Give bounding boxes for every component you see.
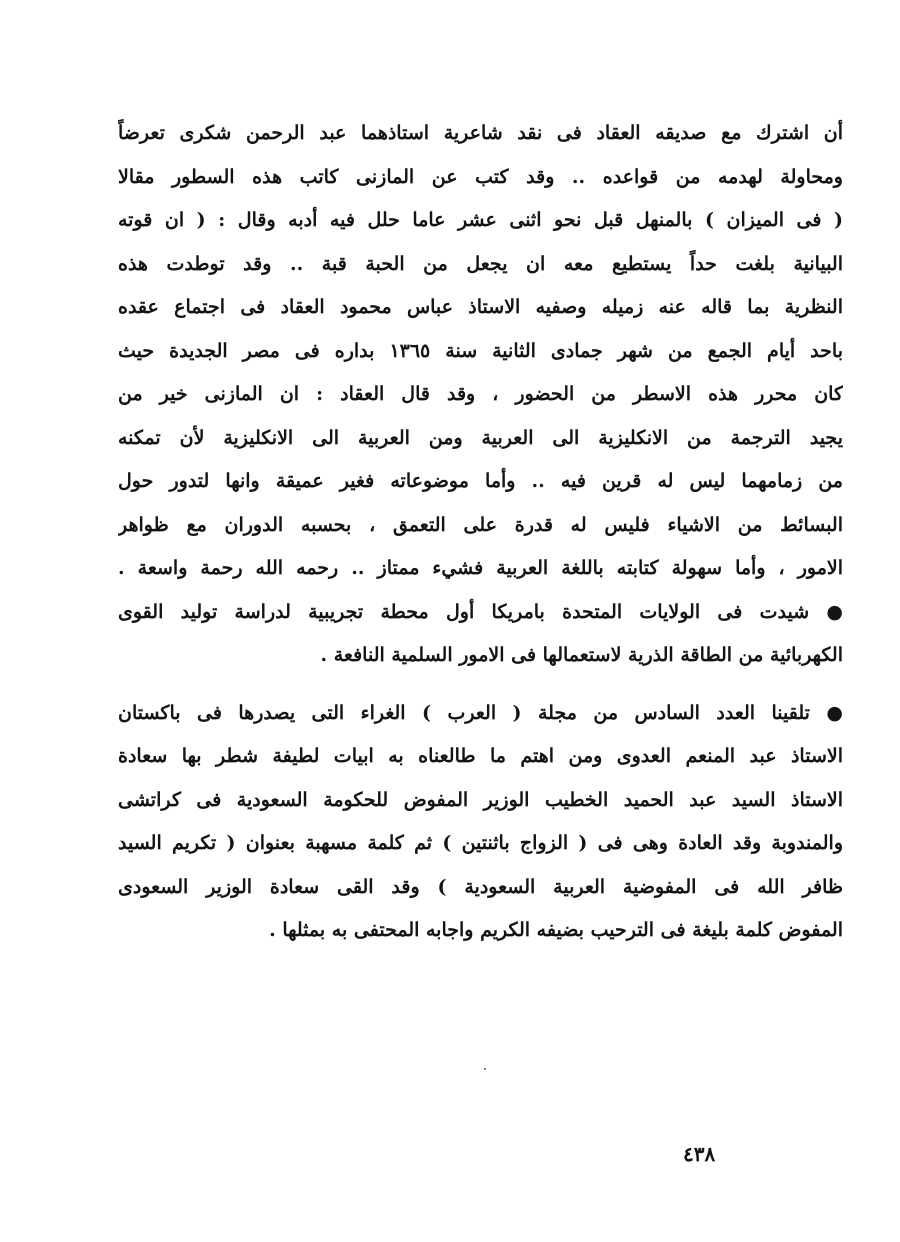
text-line: الامور ، وأما سهولة كتابته باللغة العربية فشيء ممتاز .. رحمه الله رحمة واسعة . [118, 557, 843, 579]
paragraph-mazini [118, 112, 843, 591]
text-line: البسائط من الاشياء فليس له قدرة على التعمق ، بحسبه الدوران مع ظواهر [118, 513, 843, 536]
text-line: أن اشترك مع صديقه العقاد فى نقد شاعرية استاذهما عبد الرحمن شكرى تعرضاً [118, 122, 843, 144]
text-line: والمندوبة وقد العادة وهى فى ( الزواج باثنتين ) ثم كلمة مسهبة بعنوان ( تكريم السيد [118, 832, 843, 854]
text-line: الاستاذ السيد عبد الحميد الخطيب الوزير المفوض للحكومة السعودية فى كراتشى [118, 788, 843, 811]
text-line: البيانية بلغت حداً يستطيع معه ان يجعل من الحبة قبة .. وقد توطدت هذه [118, 252, 843, 275]
text-line: ( فى الميزان ) بالمنهل قبل نحو اثنى عشر عاما حلل فيه أدبه وقال : ( ان قوته [118, 209, 843, 231]
text-line: من زمامهما ليس له قرين فيه .. وأما موضوعاته فغير عميقة وانها لتدور حول [118, 470, 843, 492]
text-line: ● تلقينا العدد السادس من مجلة ( العرب ) الغراء التى يصدرها فى باكستان [118, 701, 843, 724]
text-line: يجيد الترجمة من الانكليزية الى العربية ومن العربية الى الانكليزية لأن تمكنه [118, 426, 843, 449]
scan-speck [484, 1068, 486, 1070]
text-line: ظافر الله فى المفوضية العربية السعودية ) وقد القى سعادة الوزير السعودى [118, 875, 843, 898]
page-number: ٤٣٨ [683, 1142, 716, 1166]
text-line: باحد أيام الجمع من شهر جمادى الثانية سنة ١٣٦٥ بداره فى مصر الجديدة حيث [118, 339, 843, 362]
text-line: النظرية بما قاله عنه زميله وصفيه الاستاذ عباس محمود العقاد فى اجتماع عقده [118, 296, 843, 318]
paragraph-al-arab-magazine [118, 692, 843, 953]
paragraph-atomic-station [118, 591, 843, 678]
text-line: الاستاذ عبد المنعم العدوى ومن اهتم ما طالعناه به ابيات لطيفة شطر بها سعادة [118, 745, 843, 767]
text-line: المفوض كلمة بليغة فى الترحيب بضيفه الكريم واجابه المحتفى به بمثلها . [269, 919, 843, 941]
body-text [118, 112, 843, 953]
text-line: كان محرر هذه الاسطر من الحضور ، وقد قال العقاد : ان المازنى خير من [118, 383, 843, 405]
text-line: الكهربائية من الطاقة الذرية لاستعمالها فى الامور السلمية النافعة . [320, 644, 843, 666]
text-line: ● شيدت فى الولايات المتحدة بامريكا أول محطة تجريبية لدراسة توليد القوى [118, 600, 843, 623]
text-line: ومحاولة لهدمه من قواعده .. وقد كتب عن المازنى كاتب هذه السطور مقالا [118, 165, 843, 188]
